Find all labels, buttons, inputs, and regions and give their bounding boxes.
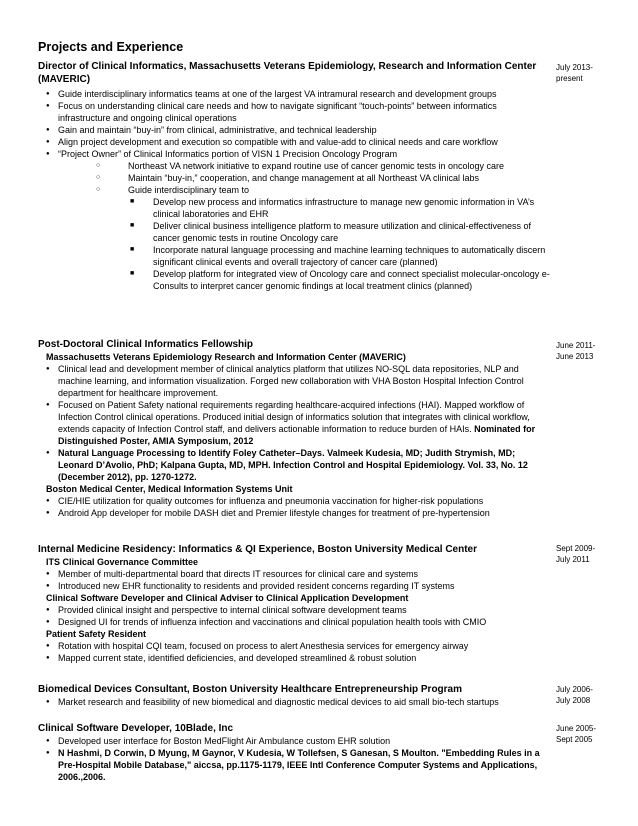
bullet: ● N Hashmi, D Corwin, D Myung, M Gaynor, V Kudesia, W Tollefsen, S Ganesan, S Moulton. "Embedding Rules in a Pre-Hospital Mobile Database," aiccsa, pp.1175-1179, IEEE Intl Conference Computer Systems and Applications, 2006.,2006. (38, 747, 550, 783)
experience-consultant (38, 683, 550, 708)
job-title: Director of Clinical Informatics, Massachusetts Veterans Epidemiology, Research and Information Center (MAVERIC) (38, 61, 537, 85)
date-range: June 2011- June 2013 (556, 341, 596, 361)
org-heading: Boston Medical Center, Medical Information Systems Unit (46, 484, 293, 494)
org-heading: Massachusetts Veterans Epidemiology Research and Information Center (MAVERIC) (46, 352, 406, 362)
bullet: ● Member of multi-departmental board that directs IT resources for clinical care and systems (38, 568, 550, 580)
date-range: July 2006- July 2008 (556, 685, 593, 705)
date-range: July 2013- present (556, 63, 593, 83)
bullet: ● Android App developer for mobile DASH diet and Premier lifestyle changes for treatment of pre-hypertension (38, 507, 550, 519)
org-heading: Clinical Software Developer and Clinical Adviser to Clinical Application Development (46, 593, 409, 603)
bullet: ● Focused on Patient Safety national requirements regarding healthcare-acquired infections (HAI). Mapped workflow of Infection Control clinical operations. Produced initial design of informatics solution that integrates with clinical workflow, extends capacity of Infection Control staff, and delivers actionable information to reduce burden of HAIs. Nominated for Distinguished Poster, AMIA Symposium, 2012 (38, 399, 550, 447)
date-range: June 2005- Sept 2005 (556, 724, 597, 744)
job-title: Clinical Software Developer, 10Blade, Inc (38, 723, 234, 734)
date-range: Sept 2009- July 2011 (556, 544, 596, 564)
job-title: Biomedical Devices Consultant, Boston University Healthcare Entrepreneurship Program (38, 684, 463, 695)
sub-sub-bullet: ■ Develop platform for integrated view of Oncology care and connect specialist molecular-oncology e-Consults to interpret cancer genomic findings at local treatment clinics (planned) (38, 268, 550, 292)
bullet: ● Guide interdisciplinary informatics teams at one of the largest VA intramural research and development groups (38, 88, 550, 100)
bullet: ● Clinical lead and development member of clinical analytics platform that utilizes NO-SQL data repositories, NLP and machine learning, and information visualization. Forged new collaboration with VHA Boston Hospital Infection Control department for healthcare improvement. (38, 363, 550, 399)
sub-bullet: ○ Maintain “buy-in,” cooperation, and change management at all Northeast VA clinical labs (38, 172, 550, 184)
bullet: ● Mapped current state, identified deficiencies, and developed streamlined & robust solution (38, 652, 550, 664)
bullet: ● CIE/HIE utilization for quality outcomes for influenza and pneumonia vaccination for higher-risk populations (38, 495, 550, 507)
sub-bullet: ○ Guide interdisciplinary team to (38, 184, 550, 196)
bullet: ● Market research and feasibility of new biomedical and diagnostic medical devices to aid small bio-tech startups (38, 696, 550, 708)
job-title: Post-Doctoral Clinical Informatics Fellowship (38, 339, 254, 350)
bullet: ● Designed UI for trends of influenza infection and vaccinations and clinical population health tools with CMIO (38, 616, 550, 628)
bullet: ● Align project development and execution so compatible with and value-add to clinical needs and care workflow (38, 136, 550, 148)
experience-developer (38, 722, 550, 783)
experience-residency (38, 543, 550, 664)
bullet: ● Focus on understanding clinical care needs and how to navigate significant “touch-points” between informatics infrastructure and ongoing clinical operations (38, 100, 550, 124)
sub-sub-bullet: ■ Deliver clinical business intelligence platform to measure utilization and clinical-effectiveness of cancer genomic tests in routine Oncology care (38, 220, 550, 244)
job-title: Internal Medicine Residency: Informatics & QI Experience, Boston University Medical Center (38, 544, 478, 555)
org-heading: Patient Safety Resident (46, 629, 147, 639)
bullet: ● Developed user interface for Boston MedFlight Air Ambulance custom EHR solution (38, 735, 550, 747)
section-heading: Projects and Experience (38, 40, 184, 54)
experience-postdoc (38, 338, 550, 519)
bullet: ● Introduced new EHR functionality to residents and provided resident concerns regarding IT systems (38, 580, 550, 592)
bullet: ● “Project Owner” of Clinical Informatics portion of VISN 1 Precision Oncology Program (38, 148, 550, 160)
bullet: ● Provided clinical insight and perspective to internal clinical software development teams (38, 604, 550, 616)
bullet: ● Gain and maintain “buy-in” from clinical, administrative, and technical leadership (38, 124, 550, 136)
org-heading: ITS Clinical Governance Committee (46, 557, 199, 567)
sub-bullet: ○ Northeast VA network initiative to expand routine use of cancer genomic tests in oncology care (38, 160, 550, 172)
bullet: ● Natural Language Processing to Identify Foley Catheter–Days. Valmeek Kudesia, MD; Judith Strymish, MD; Leonard D’Avolio, PhD; Kalpana Gupta, MD, MPH. Infection Control and Hospital Epidemiology. Vol. 33, No. 12 (December 2012), pp. 1270-1272. (38, 447, 550, 483)
experience-director (38, 60, 550, 292)
sub-sub-bullet: ■ Incorporate natural language processing and machine learning techniques to automatically discern significant clinical events and overall trajectory of cancer care (planned) (38, 244, 550, 268)
sub-sub-bullet: ■ Develop new process and informatics infrastructure to manage new genomic information in VA’s clinical laboratories and EHR (38, 196, 550, 220)
bullet: ● Rotation with hospital CQI team, focused on process to alert Anesthesia services for emergency airway (38, 640, 550, 652)
